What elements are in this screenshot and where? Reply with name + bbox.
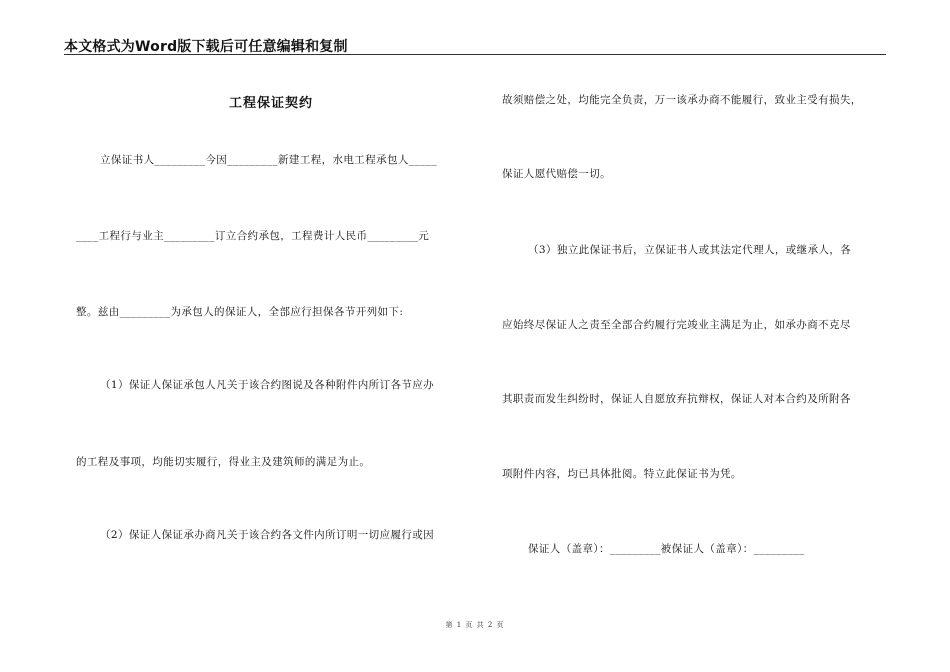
header-text: 本文格式为Word版下载后可任意编辑和复制 <box>64 39 348 55</box>
paragraph-line: （1）保证人保证承包人凡关于该合约图说及各种附件内所订各节应办 <box>100 379 435 391</box>
page-footer: 第 1 页 共 2 页 <box>445 621 505 629</box>
signature-line: 保证人（盖章）：_________被保证人（盖章）：_________ <box>528 543 805 555</box>
paragraph-line: 项附件内容，均已具体批阅。特立此保证书为凭。 <box>502 468 742 480</box>
paragraph-line: 的工程及事项，均能切实履行，得业主及建筑师的满足为止。 <box>76 456 371 468</box>
paragraph-line: 保证人愿代赔偿一切。 <box>502 168 611 180</box>
paragraph-line: （3）独立此保证书后，立保证书人或其法定代理人，或继承人，各 <box>528 244 852 256</box>
paragraph-line: 故须赔偿之处，均能完全负责，万一该承办商不能履行，致业主受有损失， <box>502 94 862 106</box>
paragraph-line: 整。兹由_________为承包人的保证人，全部应行担保各节开列如下: <box>76 306 404 318</box>
right-column <box>502 0 892 672</box>
paragraph-line: ____工程行与业主_________订立合约承包，工程费计人民币_________元 <box>76 230 430 242</box>
paragraph-line: 应始终尽保证人之责至全部合约履行完竣业主满足为止，如承办商不克尽 <box>502 319 851 331</box>
paragraph-line: （2）保证人保证承办商凡关于该合约各文件内所订明一切应履行或因 <box>100 529 435 541</box>
paragraph-line: 立保证书人_________今因_________新建工程，水电工程承包人_____ <box>100 154 438 166</box>
left-column <box>76 0 466 672</box>
document-title: 工程保证契约 <box>228 96 313 111</box>
paragraph-line: 其职责而发生纠纷时，保证人自愿放弃抗辩权，保证人对本合约及所附各 <box>502 393 851 405</box>
